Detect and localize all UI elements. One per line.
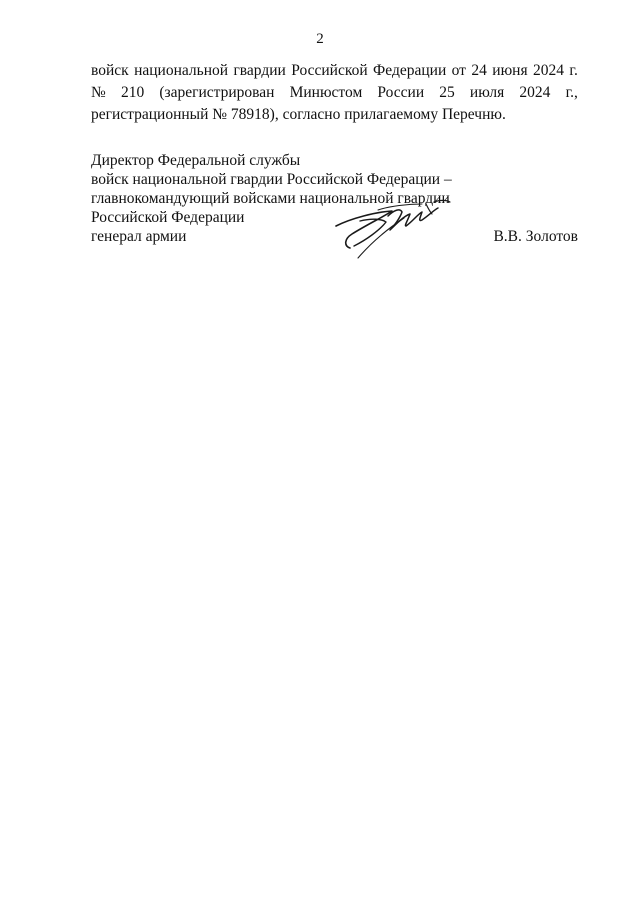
signatory-title-line-1: Директор Федеральной службы: [91, 152, 301, 169]
signatory-title-line-3: главнокомандующий войсками национальной гвардии: [91, 190, 450, 207]
body-word: гвардии: [233, 62, 286, 79]
signatory-name: В.В. Золотов: [493, 228, 578, 245]
page-number: 2: [316, 31, 324, 47]
signatory-title-line-4: Российской Федерации: [91, 209, 245, 226]
body-word: №: [91, 84, 106, 101]
signatory-title-line-2: войск национальной гвардии Российской Федерации –: [91, 171, 452, 188]
body-word: Федерации: [373, 62, 447, 79]
body-word: 24: [471, 62, 487, 79]
body-word: г.: [569, 62, 578, 79]
body-word: июля: [469, 84, 505, 101]
signatory-rank: генерал армии: [91, 228, 187, 245]
body-word: 2024: [519, 84, 551, 101]
body-word: Российской: [291, 62, 368, 79]
body-word: войск: [91, 62, 129, 79]
body-word: (зарегистрирован: [159, 84, 275, 101]
body-word: 25: [439, 84, 455, 101]
body-word: г.,: [565, 84, 578, 101]
body-paragraph: [91, 60, 578, 126]
body-line-1: [91, 60, 578, 82]
body-word: 2024: [533, 62, 564, 79]
body-word: России: [377, 84, 425, 101]
body-line-2: [91, 82, 578, 104]
body-word: национальной: [134, 62, 229, 79]
body-word: от: [451, 62, 466, 79]
body-line-3: регистрационный № 78918), согласно прилагаемому Перечню.: [91, 106, 506, 123]
body-word: июня: [492, 62, 528, 79]
body-word: Минюстом: [289, 84, 363, 101]
body-word: 210: [120, 84, 145, 101]
handwritten-signature: [330, 196, 455, 262]
